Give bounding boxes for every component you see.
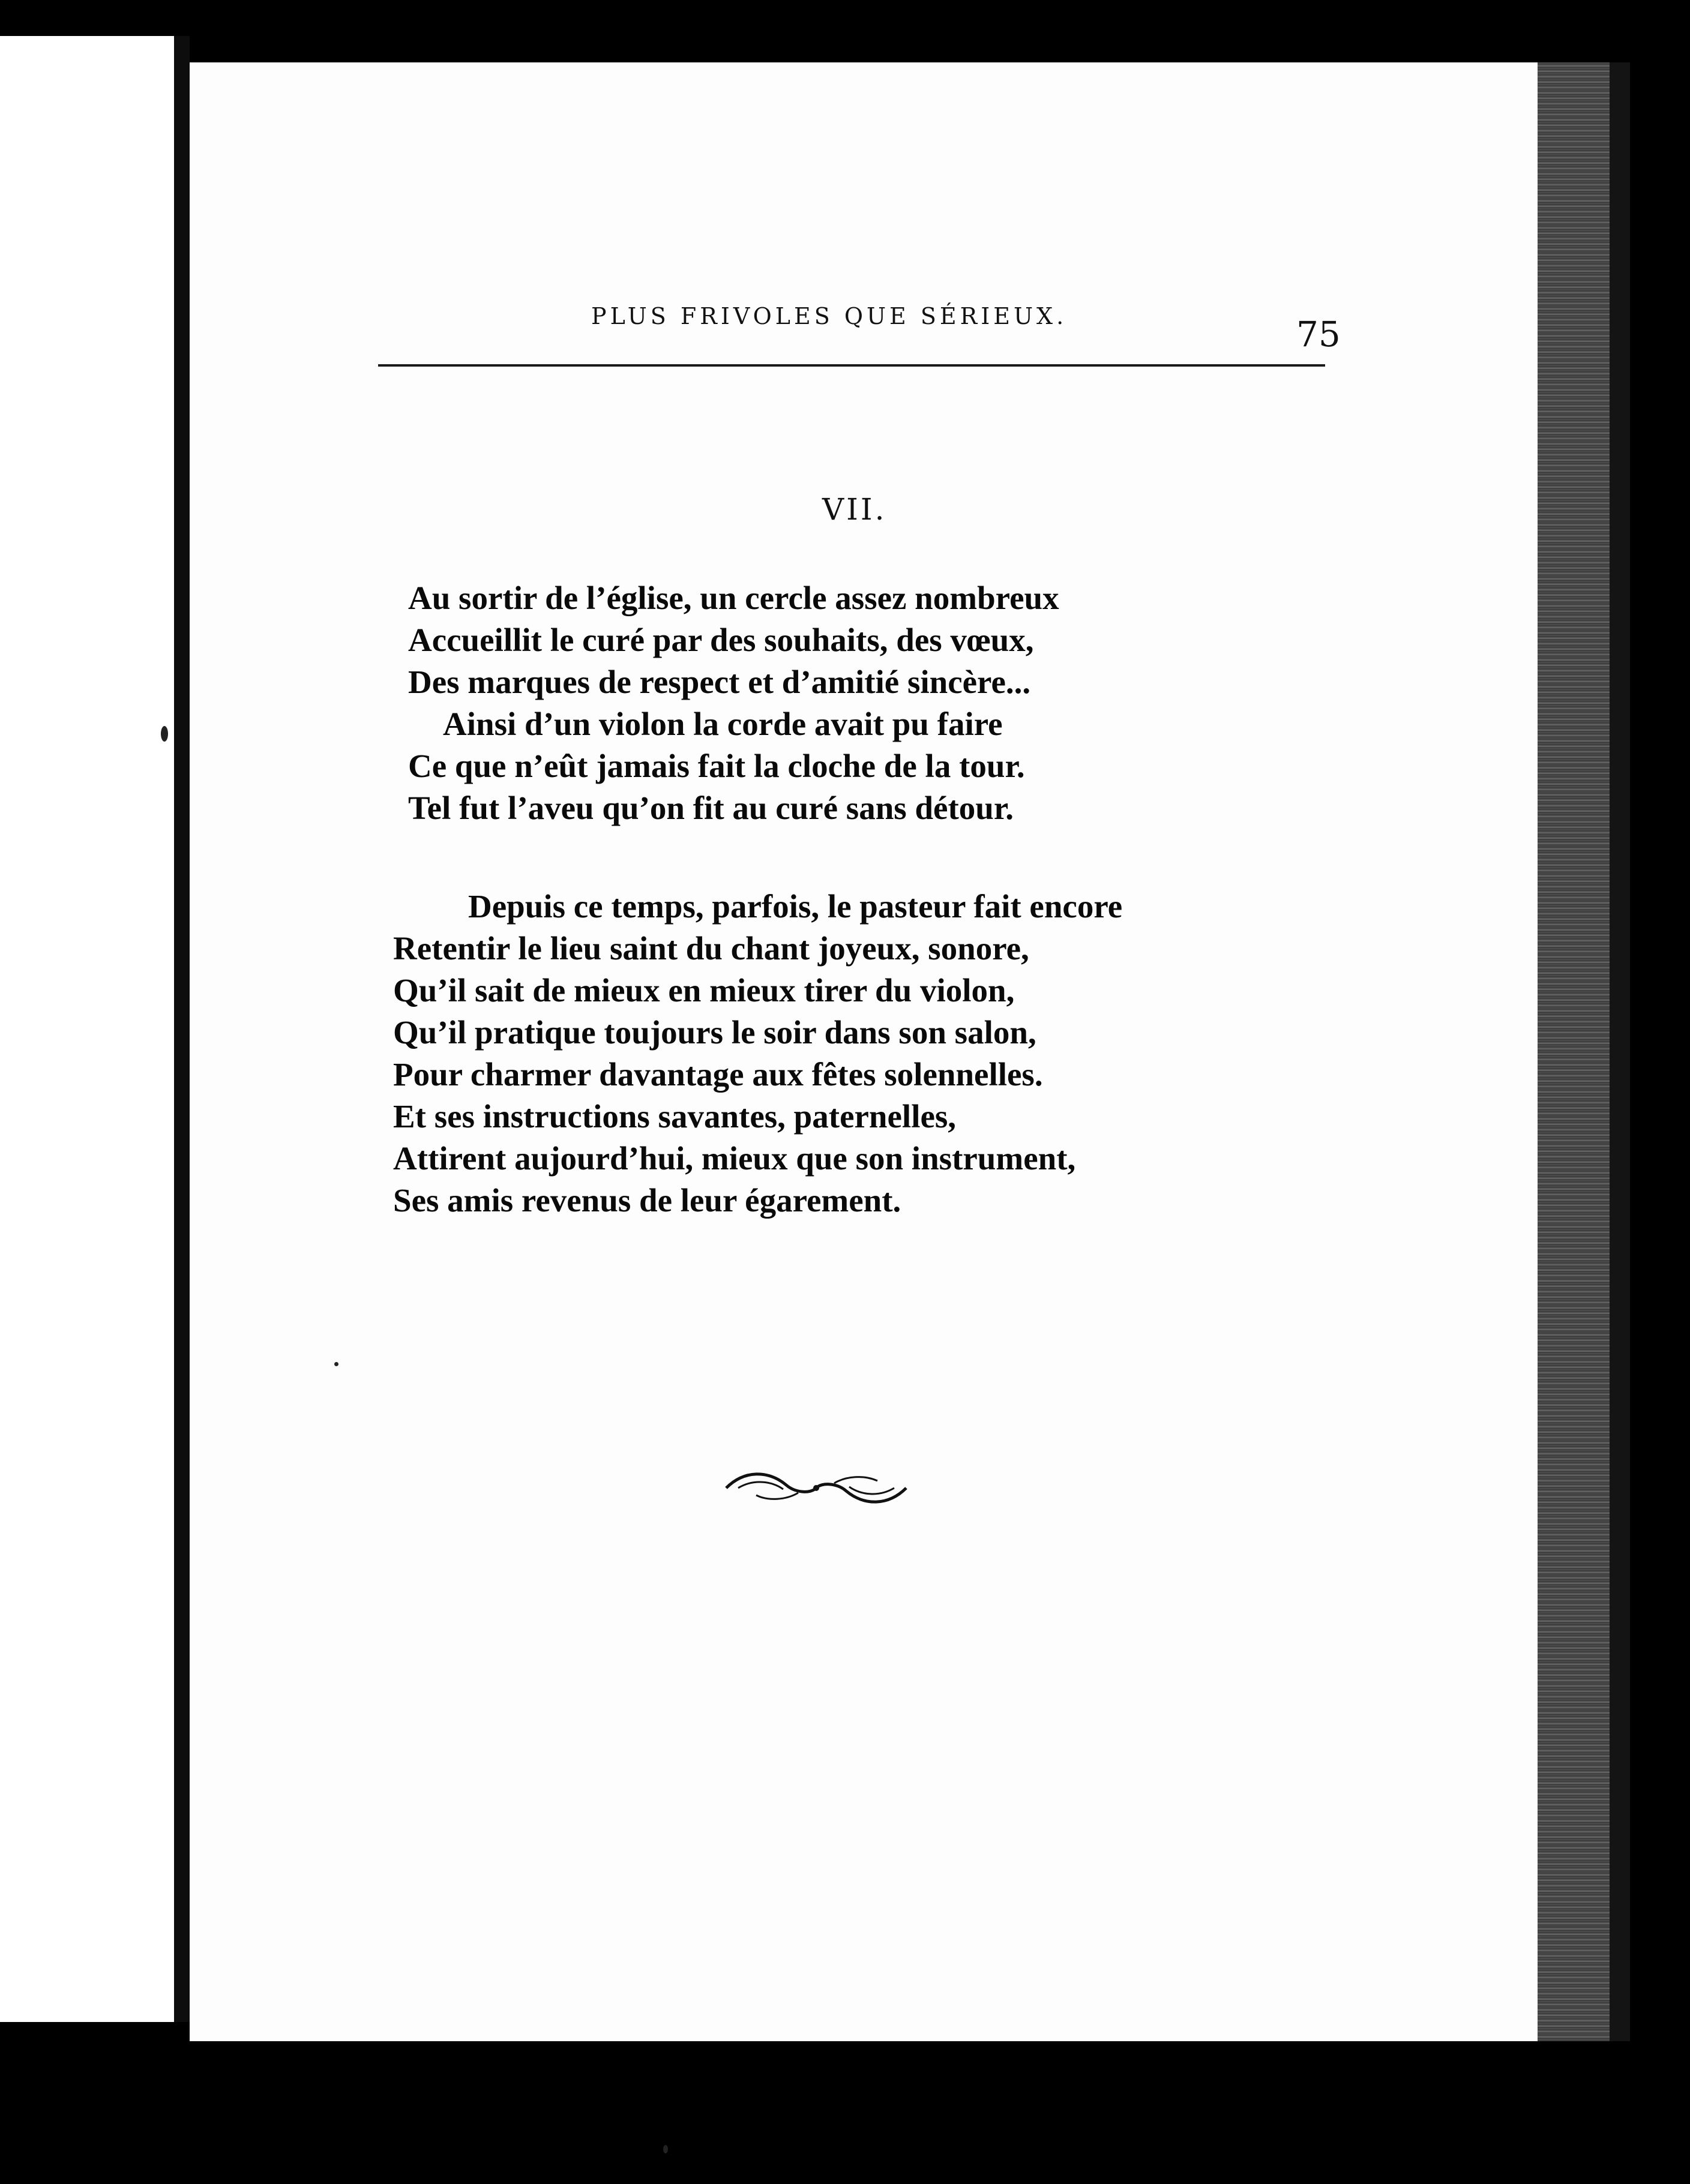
scan-speck — [161, 726, 168, 742]
verse-line: Retentir le lieu saint du chant joyeux, sonore, — [393, 930, 1029, 967]
page-number: 75 — [1296, 314, 1341, 355]
verse-line: Des marques de respect et d’amitié sincère... — [408, 664, 1031, 700]
verse-line: Et ses instructions savantes, paternelles, — [393, 1098, 957, 1135]
scan-border — [1610, 62, 1630, 2041]
verse-line: Attirent aujourd’hui, mieux que son instrument, — [393, 1140, 1076, 1177]
section-number: VII. — [822, 492, 887, 527]
scan-speck — [334, 1362, 338, 1366]
verse-line: Tel fut l’aveu qu’on fit au curé sans détour. — [408, 790, 1014, 826]
flourish-ornament-icon — [720, 1464, 912, 1512]
verse-line: Ce que n’eût jamais fait la cloche de la tour. — [408, 748, 1025, 784]
page-edge-shadow — [1538, 62, 1610, 2041]
verse-line: Depuis ce temps, parfois, le pasteur fait encore — [468, 888, 1123, 925]
verse-line: Au sortir de l’église, un cercle assez nombreux — [408, 580, 1059, 616]
verse-line: Qu’il pratique toujours le soir dans son salon, — [393, 1014, 1036, 1051]
verse-line: Ainsi d’un violon la corde avait pu faire — [443, 706, 1003, 742]
running-header: PLUS FRIVOLES QUE SÉRIEUX. — [591, 303, 1068, 329]
verse-line: Qu’il sait de mieux en mieux tirer du violon, — [393, 972, 1015, 1009]
scan-speck — [663, 2145, 668, 2153]
book-gutter — [174, 36, 190, 2022]
stanza-2 — [393, 886, 1122, 1222]
stanza-1 — [408, 577, 1059, 829]
verse-line: Ses amis revenus de leur égarement. — [393, 1182, 901, 1219]
facing-page-edge — [0, 36, 178, 2022]
header-rule — [378, 364, 1325, 367]
verse-line: Pour charmer davantage aux fêtes solennelles. — [393, 1056, 1043, 1093]
verse-line: Accueillit le curé par des souhaits, des vœux, — [408, 622, 1034, 658]
